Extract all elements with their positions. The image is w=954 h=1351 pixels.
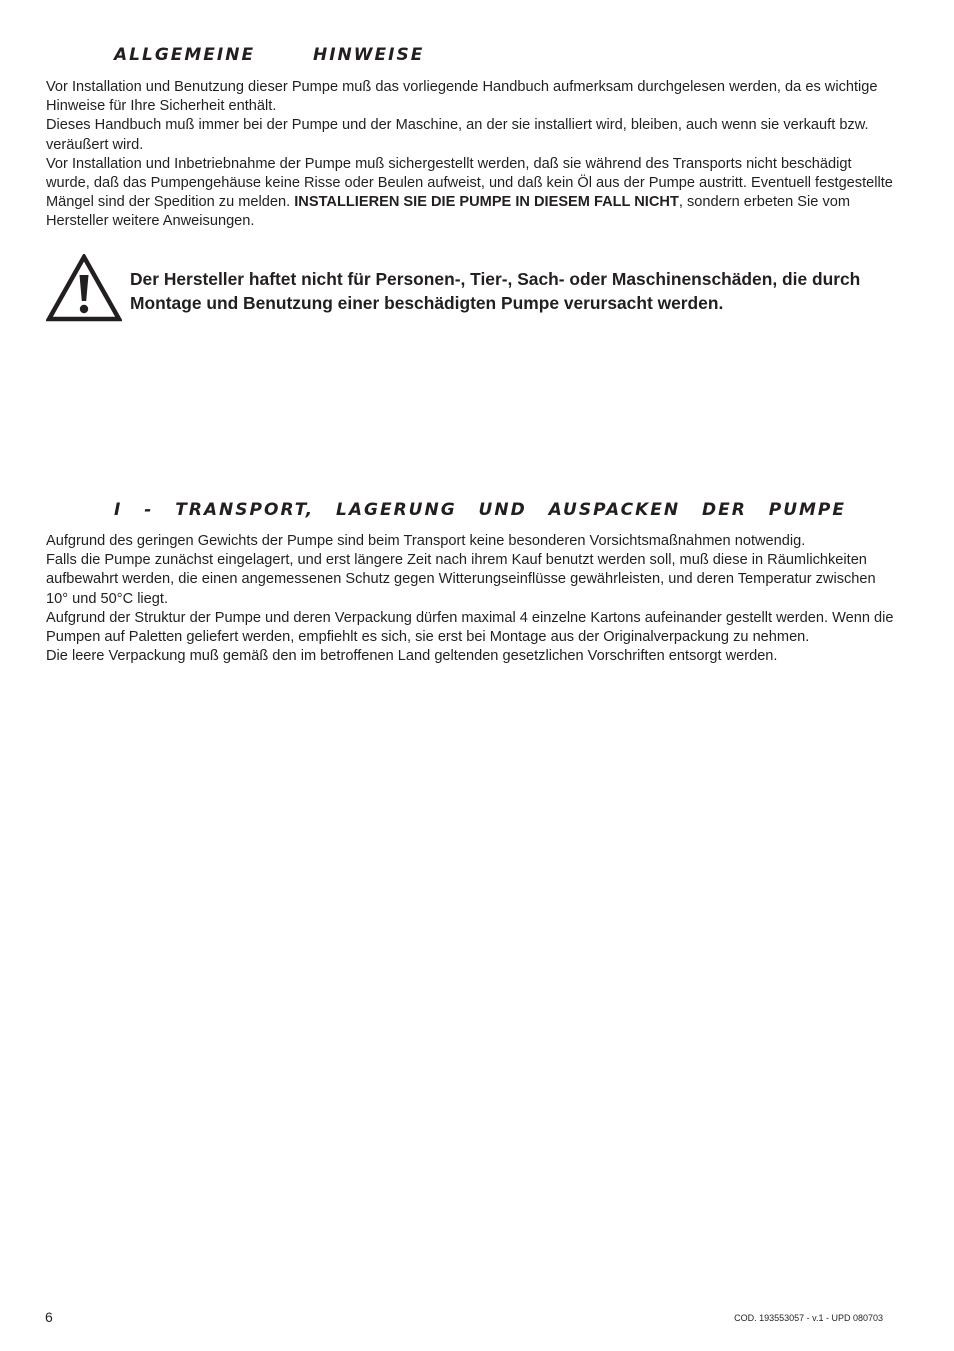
warning-triangle-icon (46, 254, 122, 322)
paragraph-text: Vor Installation und Inbetriebnahme der Pumpe muß sichergestellt werden, daß sie während des Transports nicht beschädigt wurde, daß das Pumpengehäuse keine Risse oder Beulen aufweist, und daß kein Öl aus der Pumpe austritt. Eventuell festgestellte Mängel sind der Spedition zu melden. (46, 155, 893, 211)
warning-notice (46, 254, 896, 324)
section-heading-general-notes: ALLGEMEINE HINWEISE (114, 45, 425, 65)
paragraph: Falls die Pumpe zunächst eingelagert, und erst längere Zeit nach ihrem Kauf benutzt werden soll, muß diese in Räumlichkeiten aufbewahrt werden, die einen angemessenen Schutz gegen Witterungseinflüsse gewährleisten, und deren Temperatur zwischen 10° und 50°C liegt. (46, 552, 876, 607)
page-number: 6 (45, 1309, 53, 1325)
paragraph: Aufgrund der Struktur der Pumpe und deren Verpackung dürfen maximal 4 einzelne Kartons aufeinander gestellt werden. Wenn die Pumpen auf Paletten geliefert werden, empfiehlt es sich, sie erst bei Montage aus der Originalverpackung zu nehmen. (46, 609, 894, 646)
paragraph: Die leere Verpackung muß gemäß den im betroffenen Land geltenden gesetzlichen Vorschriften entsorgt werden. (46, 648, 778, 665)
warning-text: Der Hersteller haftet nicht für Personen-, Tier-, Sach- oder Maschinenschäden, die durch Montage und Benutzung einer beschädigten Pumpe verursacht werden. (130, 269, 861, 313)
section-heading-transport: I - TRANSPORT, LAGERUNG UND AUSPACKEN DER PUMPE (114, 500, 846, 520)
emphasis-text: INSTALLIEREN SIE DIE PUMPE IN DIESEM FALL NICHT (294, 194, 679, 211)
general-notes-body (46, 78, 896, 232)
paragraph: Dieses Handbuch muß immer bei der Pumpe und der Maschine, an der sie installiert wird, bleiben, auch wenn sie verkauft bzw. veräußert wird. (46, 117, 869, 153)
paragraph: Vor Installation und Benutzung dieser Pumpe muß das vorliegende Handbuch aufmerksam durchgelesen werden, da es wichtige Hinweise für Ihre Sicherheit enthält. (46, 79, 878, 115)
document-code: COD. 193553057 - v.1 - UPD 080703 (734, 1313, 883, 1323)
paragraph-text: , sondern erbeten Sie vom Hersteller weitere Anweisungen. (46, 194, 851, 230)
paragraph (46, 155, 896, 232)
transport-body (46, 532, 896, 666)
paragraph: Aufgrund des geringen Gewichts der Pumpe sind beim Transport keine besonderen Vorsichtsmaßnahmen notwendig. (46, 533, 806, 549)
